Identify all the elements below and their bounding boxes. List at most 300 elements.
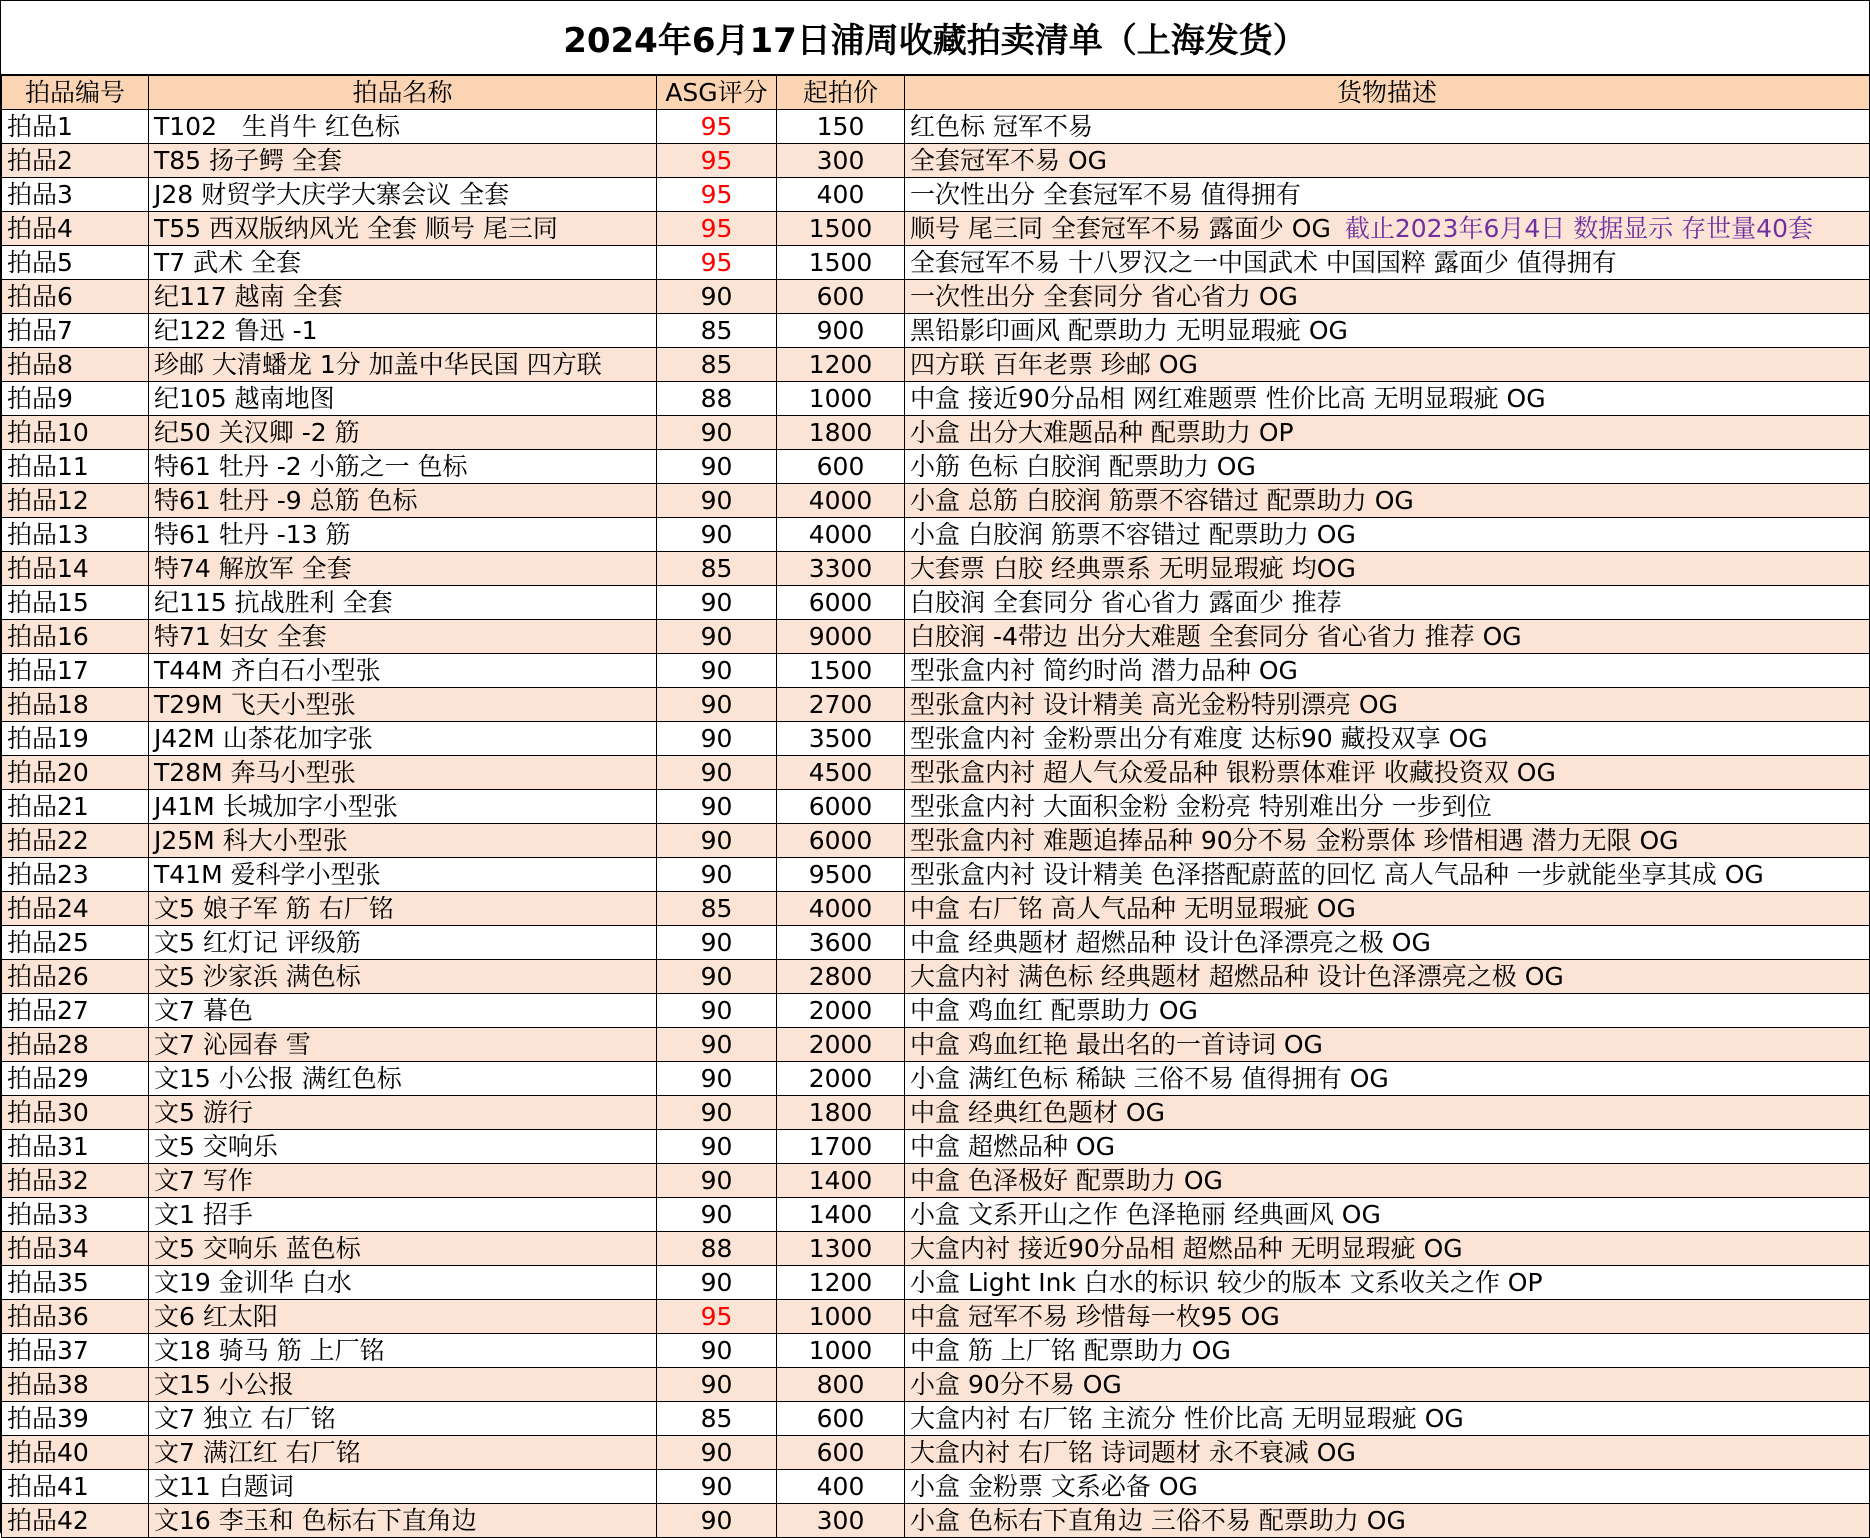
start-price-cell[interactable] xyxy=(777,1062,905,1096)
lot-name-cell-text: 特61 牡丹 -13 筋 xyxy=(154,520,351,549)
lot-id-cell[interactable] xyxy=(2,110,149,144)
lot-id-cell-text: 拍品40 xyxy=(7,1438,89,1467)
lot-id-cell[interactable] xyxy=(2,994,149,1028)
start-price-cell[interactable] xyxy=(777,1436,905,1470)
asg-score-cell[interactable] xyxy=(657,144,777,178)
lot-id-cell[interactable] xyxy=(2,552,149,586)
header-lot-id[interactable]: 拍品编号 xyxy=(2,76,149,110)
table-row xyxy=(2,348,1870,382)
asg-score-cell[interactable] xyxy=(657,1266,777,1300)
lot-name-cell[interactable] xyxy=(149,994,657,1028)
description-cell[interactable] xyxy=(905,348,1870,382)
lot-id-cell[interactable] xyxy=(2,518,149,552)
start-price-cell[interactable] xyxy=(777,450,905,484)
start-price-cell[interactable] xyxy=(777,144,905,178)
asg-score-cell[interactable] xyxy=(657,994,777,1028)
start-price-cell[interactable] xyxy=(777,1402,905,1436)
lot-id-cell[interactable] xyxy=(2,178,149,212)
lot-name-cell[interactable] xyxy=(149,1368,657,1402)
lot-name-cell[interactable] xyxy=(149,518,657,552)
lot-id-cell[interactable] xyxy=(2,484,149,518)
lot-id-cell[interactable] xyxy=(2,212,149,246)
description-cell[interactable] xyxy=(905,994,1870,1028)
lot-id-cell-text: 拍品24 xyxy=(7,894,89,923)
lot-name-cell[interactable] xyxy=(149,280,657,314)
table-row xyxy=(2,1334,1870,1368)
description-cell[interactable] xyxy=(905,110,1870,144)
start-price-cell-text: 4000 xyxy=(808,894,873,923)
lot-name-cell-text: 文6 红太阳 xyxy=(154,1302,278,1331)
lot-name-cell[interactable] xyxy=(149,620,657,654)
asg-score-cell-text: 90 xyxy=(700,656,733,685)
start-price-cell[interactable] xyxy=(777,246,905,280)
asg-score-cell[interactable] xyxy=(657,1300,777,1334)
lot-id-cell[interactable] xyxy=(2,280,149,314)
description-cell[interactable] xyxy=(905,1062,1870,1096)
table-row xyxy=(2,790,1870,824)
lot-id-cell-text: 拍品5 xyxy=(7,248,73,277)
lot-name-cell-text: 纪50 关汉卿 -2 筋 xyxy=(154,418,360,447)
description-cell-text: 中盒 超燃品种 OG xyxy=(910,1132,1115,1161)
lot-id-cell-text: 拍品21 xyxy=(7,792,89,821)
start-price-cell[interactable] xyxy=(777,586,905,620)
lot-id-cell[interactable] xyxy=(2,382,149,416)
asg-score-cell-text: 90 xyxy=(700,282,733,311)
asg-score-cell[interactable] xyxy=(657,654,777,688)
asg-score-cell-text: 90 xyxy=(700,792,733,821)
start-price-cell[interactable] xyxy=(777,314,905,348)
lot-name-cell[interactable] xyxy=(149,722,657,756)
description-cell-text: 中盒 鸡血红 配票助力 OG xyxy=(910,996,1198,1025)
description-cell[interactable] xyxy=(905,586,1870,620)
start-price-cell[interactable] xyxy=(777,280,905,314)
table-row xyxy=(2,1028,1870,1062)
asg-score-cell[interactable] xyxy=(657,450,777,484)
lot-name-cell[interactable] xyxy=(149,1232,657,1266)
lot-id-cell-text: 拍品33 xyxy=(7,1200,89,1229)
start-price-cell[interactable] xyxy=(777,858,905,892)
lot-name-cell[interactable] xyxy=(149,586,657,620)
lot-id-cell[interactable] xyxy=(2,144,149,178)
asg-score-cell[interactable] xyxy=(657,178,777,212)
asg-score-cell-text: 90 xyxy=(700,1506,733,1535)
start-price-cell-text: 2000 xyxy=(808,1064,873,1093)
asg-score-cell[interactable] xyxy=(657,756,777,790)
lot-name-cell[interactable] xyxy=(149,1334,657,1368)
lot-name-cell-text: 纪105 越南地图 xyxy=(154,384,335,413)
lot-id-cell[interactable] xyxy=(2,620,149,654)
table-row xyxy=(2,1504,1870,1538)
lot-name-cell[interactable] xyxy=(149,960,657,994)
lot-id-cell[interactable] xyxy=(2,892,149,926)
lot-name-cell[interactable] xyxy=(149,926,657,960)
lot-id-cell[interactable] xyxy=(2,1130,149,1164)
description-cell-text: 小盒 90分不易 OG xyxy=(910,1370,1122,1399)
lot-id-cell[interactable] xyxy=(2,1436,149,1470)
lot-id-cell[interactable] xyxy=(2,1164,149,1198)
lot-id-cell[interactable] xyxy=(2,1028,149,1062)
description-cell[interactable] xyxy=(905,824,1870,858)
lot-id-cell[interactable] xyxy=(2,1096,149,1130)
asg-score-cell[interactable] xyxy=(657,1368,777,1402)
asg-score-cell-text: 90 xyxy=(700,928,733,957)
lot-id-cell-text: 拍品20 xyxy=(7,758,89,787)
asg-score-cell[interactable] xyxy=(657,1198,777,1232)
start-price-cell[interactable] xyxy=(777,688,905,722)
asg-score-cell-text: 95 xyxy=(700,112,733,141)
start-price-cell[interactable] xyxy=(777,756,905,790)
lot-id-cell[interactable] xyxy=(2,1334,149,1368)
description-cell[interactable] xyxy=(905,1402,1870,1436)
lot-id-cell[interactable] xyxy=(2,450,149,484)
lot-id-cell[interactable] xyxy=(2,926,149,960)
lot-name-cell-text: J25M 科大小型张 xyxy=(154,826,348,855)
description-cell-text: 中盒 冠军不易 珍惜每一枚95 OG xyxy=(910,1302,1280,1331)
asg-score-cell[interactable] xyxy=(657,382,777,416)
table-row xyxy=(2,1368,1870,1402)
asg-score-cell[interactable] xyxy=(657,620,777,654)
asg-score-cell[interactable] xyxy=(657,1096,777,1130)
table-row xyxy=(2,1232,1870,1266)
description-cell-text: 四方联 百年老票 珍邮 OG xyxy=(910,350,1198,379)
lot-name-cell[interactable] xyxy=(149,1402,657,1436)
asg-score-cell[interactable] xyxy=(657,824,777,858)
lot-name-cell[interactable] xyxy=(149,1504,657,1538)
start-price-cell-text: 6000 xyxy=(808,588,873,617)
asg-score-cell-text: 85 xyxy=(700,316,733,345)
lot-id-cell[interactable] xyxy=(2,960,149,994)
asg-score-cell[interactable] xyxy=(657,1402,777,1436)
lot-id-cell-text: 拍品19 xyxy=(7,724,89,753)
start-price-cell-text: 1000 xyxy=(808,1302,873,1331)
table-row xyxy=(2,892,1870,926)
description-cell[interactable] xyxy=(905,892,1870,926)
asg-score-cell-text: 90 xyxy=(700,486,733,515)
description-cell-text: 黑铅影印画风 配票助力 无明显瑕疵 OG xyxy=(910,316,1348,345)
asg-score-cell[interactable] xyxy=(657,1062,777,1096)
asg-score-cell[interactable] xyxy=(657,416,777,450)
lot-name-cell[interactable] xyxy=(149,1436,657,1470)
lot-name-cell-text: 特74 解放军 全套 xyxy=(154,554,352,583)
lot-id-cell[interactable] xyxy=(2,416,149,450)
table-row xyxy=(2,620,1870,654)
lot-name-cell[interactable] xyxy=(149,246,657,280)
description-cell[interactable] xyxy=(905,1096,1870,1130)
lot-name-cell[interactable] xyxy=(149,1130,657,1164)
lot-name-cell[interactable] xyxy=(149,382,657,416)
start-price-cell[interactable] xyxy=(777,178,905,212)
asg-score-cell[interactable] xyxy=(657,926,777,960)
start-price-cell[interactable] xyxy=(777,824,905,858)
description-cell[interactable] xyxy=(905,484,1870,518)
start-price-cell[interactable] xyxy=(777,1470,905,1504)
start-price-cell[interactable] xyxy=(777,960,905,994)
lot-name-cell[interactable] xyxy=(149,688,657,722)
table-row xyxy=(2,484,1870,518)
lot-name-cell[interactable] xyxy=(149,416,657,450)
start-price-cell[interactable] xyxy=(777,518,905,552)
lot-id-cell-text: 拍品25 xyxy=(7,928,89,957)
lot-id-cell[interactable] xyxy=(2,246,149,280)
start-price-cell[interactable] xyxy=(777,994,905,1028)
description-cell[interactable] xyxy=(905,858,1870,892)
lot-name-cell-text: 文5 交响乐 蓝色标 xyxy=(154,1234,361,1263)
lot-name-cell[interactable] xyxy=(149,552,657,586)
asg-score-cell[interactable] xyxy=(657,1164,777,1198)
lot-id-cell[interactable] xyxy=(2,790,149,824)
asg-score-cell[interactable] xyxy=(657,586,777,620)
description-cell[interactable] xyxy=(905,1300,1870,1334)
table-row xyxy=(2,1436,1870,1470)
lot-id-cell[interactable] xyxy=(2,756,149,790)
asg-score-cell[interactable] xyxy=(657,960,777,994)
description-cell[interactable] xyxy=(905,518,1870,552)
lot-name-cell-text: 文15 小公报 xyxy=(154,1370,294,1399)
table-row xyxy=(2,1300,1870,1334)
start-price-cell[interactable] xyxy=(777,1028,905,1062)
start-price-cell-text: 1800 xyxy=(808,418,873,447)
lot-id-cell[interactable] xyxy=(2,1266,149,1300)
start-price-cell[interactable] xyxy=(777,1368,905,1402)
lot-name-cell[interactable] xyxy=(149,1164,657,1198)
lot-id-cell[interactable] xyxy=(2,1402,149,1436)
start-price-cell[interactable] xyxy=(777,620,905,654)
description-cell[interactable] xyxy=(905,416,1870,450)
description-cell[interactable] xyxy=(905,1164,1870,1198)
lot-id-cell-text: 拍品16 xyxy=(7,622,89,651)
description-cell-text: 中盒 经典题材 超燃品种 设计色泽漂亮之极 OG xyxy=(910,928,1431,957)
description-cell[interactable] xyxy=(905,246,1870,280)
table-row xyxy=(2,552,1870,586)
lot-id-cell-text: 拍品8 xyxy=(7,350,73,379)
description-cell[interactable] xyxy=(905,450,1870,484)
start-price-cell-text: 6000 xyxy=(808,792,873,821)
start-price-cell[interactable] xyxy=(777,1130,905,1164)
asg-score-cell-text: 85 xyxy=(700,350,733,379)
lot-id-cell[interactable] xyxy=(2,654,149,688)
description-cell[interactable] xyxy=(905,178,1870,212)
asg-score-cell[interactable] xyxy=(657,722,777,756)
lot-id-cell-text: 拍品34 xyxy=(7,1234,89,1263)
lot-id-cell[interactable] xyxy=(2,1198,149,1232)
description-cell[interactable] xyxy=(905,722,1870,756)
start-price-cell[interactable] xyxy=(777,654,905,688)
asg-score-cell[interactable] xyxy=(657,1232,777,1266)
start-price-cell[interactable] xyxy=(777,1266,905,1300)
start-price-cell[interactable] xyxy=(777,1198,905,1232)
lot-name-cell[interactable] xyxy=(149,858,657,892)
description-cell[interactable] xyxy=(905,382,1870,416)
table-row xyxy=(2,382,1870,416)
header-description[interactable]: 货物描述 xyxy=(905,76,1870,110)
start-price-cell[interactable] xyxy=(777,416,905,450)
description-cell[interactable] xyxy=(905,1368,1870,1402)
description-cell[interactable] xyxy=(905,1232,1870,1266)
table-row xyxy=(2,994,1870,1028)
description-cell-text: 小盒 总筋 白胶润 筋票不容错过 配票助力 OG xyxy=(910,486,1414,515)
start-price-cell[interactable] xyxy=(777,552,905,586)
lot-id-cell[interactable] xyxy=(2,824,149,858)
asg-score-cell-text: 90 xyxy=(700,1132,733,1161)
lot-name-cell[interactable] xyxy=(149,1028,657,1062)
asg-score-cell[interactable] xyxy=(657,348,777,382)
description-cell[interactable] xyxy=(905,552,1870,586)
asg-score-cell[interactable] xyxy=(657,1334,777,1368)
table-row xyxy=(2,1130,1870,1164)
start-price-cell[interactable] xyxy=(777,1232,905,1266)
lot-id-cell[interactable] xyxy=(2,314,149,348)
description-cell[interactable] xyxy=(905,620,1870,654)
start-price-cell-text: 1200 xyxy=(808,1268,873,1297)
description-cell[interactable] xyxy=(905,1198,1870,1232)
description-cell[interactable] xyxy=(905,1028,1870,1062)
start-price-cell-text: 1500 xyxy=(808,214,873,243)
description-cell[interactable] xyxy=(905,654,1870,688)
start-price-cell[interactable] xyxy=(777,1334,905,1368)
asg-score-cell[interactable] xyxy=(657,246,777,280)
start-price-cell[interactable] xyxy=(777,1504,905,1538)
asg-score-cell[interactable] xyxy=(657,858,777,892)
start-price-cell[interactable] xyxy=(777,348,905,382)
lot-id-cell[interactable] xyxy=(2,1300,149,1334)
start-price-cell-text: 1500 xyxy=(808,248,873,277)
asg-score-cell[interactable] xyxy=(657,1504,777,1538)
description-cell[interactable] xyxy=(905,1436,1870,1470)
start-price-cell-text: 1000 xyxy=(808,1336,873,1365)
lot-name-cell[interactable] xyxy=(149,892,657,926)
table-row xyxy=(2,960,1870,994)
lot-name-cell[interactable] xyxy=(149,756,657,790)
description-cell[interactable] xyxy=(905,756,1870,790)
description-cell-text: 大套票 白胶 经典票系 无明显瑕疵 均OG xyxy=(910,554,1356,583)
description-cell[interactable] xyxy=(905,212,1870,246)
description-cell[interactable] xyxy=(905,1334,1870,1368)
lot-name-cell[interactable] xyxy=(149,212,657,246)
asg-score-cell[interactable] xyxy=(657,688,777,722)
lot-name-cell[interactable] xyxy=(149,110,657,144)
lot-id-cell[interactable] xyxy=(2,688,149,722)
lot-name-cell[interactable] xyxy=(149,1266,657,1300)
start-price-cell[interactable] xyxy=(777,484,905,518)
start-price-cell[interactable] xyxy=(777,926,905,960)
description-cell-text: 型张盒内衬 设计精美 色泽搭配蔚蓝的回忆 高人气品种 一步就能坐享其成 OG xyxy=(910,860,1764,889)
lot-name-cell[interactable] xyxy=(149,790,657,824)
lot-name-cell[interactable] xyxy=(149,348,657,382)
lot-id-cell[interactable] xyxy=(2,1062,149,1096)
start-price-cell-text: 4000 xyxy=(808,520,873,549)
table-row xyxy=(2,926,1870,960)
lot-id-cell[interactable] xyxy=(2,858,149,892)
asg-score-cell[interactable] xyxy=(657,518,777,552)
asg-score-cell-text: 95 xyxy=(700,1302,733,1331)
lot-name-cell[interactable] xyxy=(149,1470,657,1504)
lot-name-cell[interactable] xyxy=(149,178,657,212)
start-price-cell[interactable] xyxy=(777,790,905,824)
description-cell[interactable] xyxy=(905,960,1870,994)
asg-score-cell[interactable] xyxy=(657,790,777,824)
header-asg-score[interactable]: ASG评分 xyxy=(657,76,777,110)
lot-name-cell[interactable] xyxy=(149,450,657,484)
start-price-cell[interactable] xyxy=(777,110,905,144)
description-cell[interactable] xyxy=(905,1504,1870,1538)
lot-name-cell[interactable] xyxy=(149,654,657,688)
start-price-cell[interactable] xyxy=(777,1300,905,1334)
lot-name-cell[interactable] xyxy=(149,824,657,858)
lot-name-cell[interactable] xyxy=(149,484,657,518)
lot-id-cell[interactable] xyxy=(2,1368,149,1402)
description-cell[interactable] xyxy=(905,144,1870,178)
lot-name-cell-text: T28M 奔马小型张 xyxy=(154,758,356,787)
lot-name-cell-text: T41M 爱科学小型张 xyxy=(154,860,381,889)
description-cell[interactable] xyxy=(905,1130,1870,1164)
lot-name-cell[interactable] xyxy=(149,314,657,348)
asg-score-cell[interactable] xyxy=(657,484,777,518)
start-price-cell[interactable] xyxy=(777,1164,905,1198)
lot-id-cell-text: 拍品15 xyxy=(7,588,89,617)
start-price-cell[interactable] xyxy=(777,212,905,246)
lot-name-cell[interactable] xyxy=(149,144,657,178)
description-cell[interactable] xyxy=(905,790,1870,824)
description-cell[interactable] xyxy=(905,314,1870,348)
start-price-cell[interactable] xyxy=(777,1096,905,1130)
asg-score-cell[interactable] xyxy=(657,110,777,144)
header-lot-name[interactable]: 拍品名称 xyxy=(149,76,657,110)
table-row xyxy=(2,722,1870,756)
description-cell[interactable] xyxy=(905,1266,1870,1300)
lot-name-cell[interactable] xyxy=(149,1062,657,1096)
lot-id-cell[interactable] xyxy=(2,1232,149,1266)
start-price-cell-text: 400 xyxy=(816,1472,865,1501)
asg-score-cell[interactable] xyxy=(657,314,777,348)
asg-score-cell[interactable] xyxy=(657,212,777,246)
lot-id-cell[interactable] xyxy=(2,722,149,756)
asg-score-cell[interactable] xyxy=(657,280,777,314)
start-price-cell-text: 4000 xyxy=(808,486,873,515)
lot-id-cell[interactable] xyxy=(2,586,149,620)
start-price-cell[interactable] xyxy=(777,382,905,416)
header-start-price[interactable]: 起拍价 xyxy=(777,76,905,110)
sheet-title: 2024年6月17日浦周收藏拍卖清单（上海发货） xyxy=(1,1,1869,75)
asg-score-cell-text: 95 xyxy=(700,214,733,243)
asg-score-cell[interactable] xyxy=(657,1028,777,1062)
lot-id-cell[interactable] xyxy=(2,1504,149,1538)
asg-score-cell[interactable] xyxy=(657,552,777,586)
start-price-cell-text: 1700 xyxy=(808,1132,873,1161)
start-price-cell[interactable] xyxy=(777,892,905,926)
start-price-cell[interactable] xyxy=(777,722,905,756)
lot-id-cell[interactable] xyxy=(2,1470,149,1504)
asg-score-cell[interactable] xyxy=(657,1470,777,1504)
description-cell[interactable] xyxy=(905,280,1870,314)
asg-score-cell[interactable] xyxy=(657,892,777,926)
description-cell[interactable] xyxy=(905,688,1870,722)
lot-id-cell[interactable] xyxy=(2,348,149,382)
table-row xyxy=(2,1198,1870,1232)
lot-id-cell-text: 拍品29 xyxy=(7,1064,89,1093)
asg-score-cell[interactable] xyxy=(657,1436,777,1470)
lot-name-cell[interactable] xyxy=(149,1096,657,1130)
lot-name-cell[interactable] xyxy=(149,1198,657,1232)
lot-id-cell-text: 拍品39 xyxy=(7,1404,89,1433)
lot-name-cell[interactable] xyxy=(149,1300,657,1334)
lot-id-cell-text: 拍品22 xyxy=(7,826,89,855)
description-cell[interactable] xyxy=(905,926,1870,960)
description-cell[interactable] xyxy=(905,1470,1870,1504)
auction-table xyxy=(1,75,1870,1538)
lot-id-cell-text: 拍品1 xyxy=(7,112,73,141)
asg-score-cell[interactable] xyxy=(657,1130,777,1164)
description-cell-text: 大盒内衬 右厂铭 诗词题材 永不衰减 OG xyxy=(910,1438,1356,1467)
